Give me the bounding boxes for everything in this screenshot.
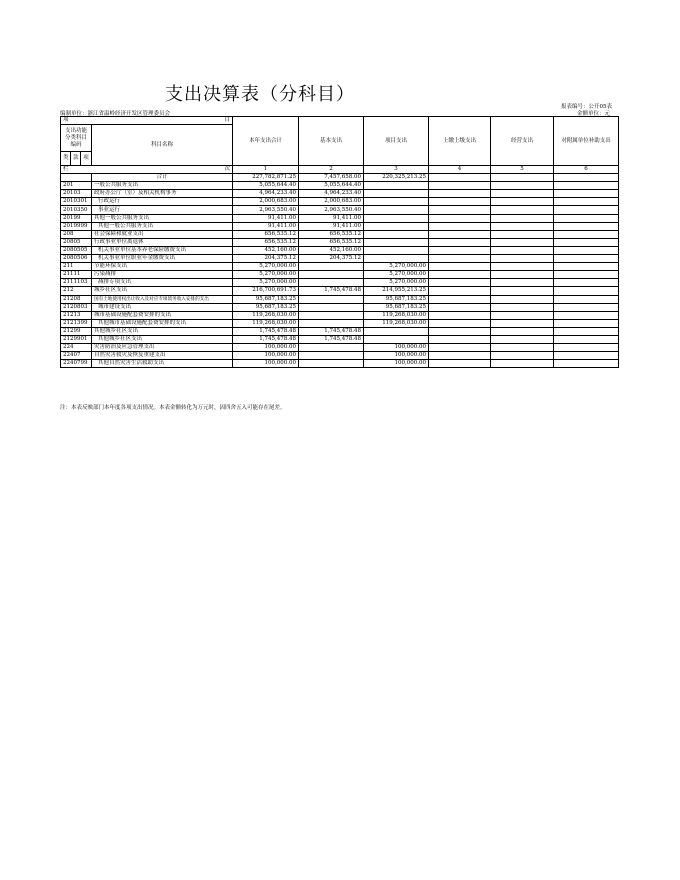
subsidy-expenditure [554, 198, 619, 206]
total-expenditure: 5,055,644.40 [233, 182, 299, 190]
subsidy-expenditure [554, 271, 619, 279]
total-expenditure: 100,000.00 [233, 352, 299, 360]
header-lanci-cell [61, 166, 233, 174]
upper-payment [429, 271, 491, 279]
header-lan: 栏 [63, 166, 69, 173]
total-expenditure: 452,160.00 [233, 246, 299, 254]
header-row-1 [61, 117, 619, 125]
subject-name: 灾害防治及应急管理支出 [92, 344, 233, 352]
project-expenditure: 220,325,213.25 [364, 174, 429, 182]
currency-unit: 金额单位：元 [577, 111, 611, 117]
business-expenditure [491, 222, 554, 230]
basic-expenditure: 7,457,658.00 [299, 174, 364, 182]
upper-payment [429, 279, 491, 287]
business-expenditure [491, 206, 554, 214]
report-title: 支出决算表（分科目） [165, 84, 355, 105]
subject-name: 城市建设支出 [92, 303, 233, 311]
basic-expenditure [299, 344, 364, 352]
table-row [61, 190, 619, 198]
basic-expenditure [299, 311, 364, 319]
table-row [61, 182, 619, 190]
header-ci: 次 [224, 166, 231, 173]
upper-payment [429, 238, 491, 246]
header-col-subsidy: 对附属单位补助支出 [554, 117, 619, 166]
table-row [61, 263, 619, 271]
subject-name: 其他城市基础设施配套费安排的支出 [92, 319, 233, 327]
table-row [61, 279, 619, 287]
subsidy-expenditure [554, 303, 619, 311]
subsidy-expenditure [554, 238, 619, 246]
project-expenditure [364, 335, 429, 343]
total-expenditure: 5,270,000.00 [233, 263, 299, 271]
basic-expenditure [299, 279, 364, 287]
header-name-label: 科目名称 [92, 125, 233, 166]
basic-expenditure [299, 303, 364, 311]
upper-payment [429, 344, 491, 352]
project-expenditure: 119,268,030.00 [364, 311, 429, 319]
project-expenditure [364, 255, 429, 263]
total-expenditure: 2,963,550.40 [233, 206, 299, 214]
basic-expenditure: 656,535.12 [299, 230, 364, 238]
upper-payment [429, 311, 491, 319]
subject-code: 21213 [61, 311, 92, 319]
total-expenditure: 656,535.12 [233, 230, 299, 238]
business-expenditure [491, 214, 554, 222]
basic-expenditure: 2,963,550.40 [299, 206, 364, 214]
subject-code: 2010350 [61, 206, 92, 214]
subject-code: 2080506 [61, 255, 92, 263]
upper-payment [429, 360, 491, 368]
upper-payment [429, 335, 491, 343]
business-expenditure [491, 327, 554, 335]
basic-expenditure [299, 352, 364, 360]
project-expenditure: 5,270,000.00 [364, 271, 429, 279]
upper-payment [429, 319, 491, 327]
upper-payment [429, 287, 491, 295]
subject-name: 合计 [92, 174, 233, 182]
subsidy-expenditure [554, 230, 619, 238]
project-expenditure: 100,000.00 [364, 344, 429, 352]
subject-code: 2019999 [61, 222, 92, 230]
table-row [61, 214, 619, 222]
header-row-4 [61, 166, 619, 174]
subsidy-expenditure [554, 182, 619, 190]
project-expenditure [364, 246, 429, 254]
basic-expenditure: 452,160.00 [299, 246, 364, 254]
basic-expenditure: 1,745,478.48 [299, 335, 364, 343]
table-row [61, 295, 619, 303]
upper-payment [429, 190, 491, 198]
subsidy-expenditure [554, 335, 619, 343]
upper-payment [429, 352, 491, 360]
total-expenditure: 227,782,871.25 [233, 174, 299, 182]
table-row [61, 230, 619, 238]
total-expenditure: 91,411.00 [233, 214, 299, 222]
header-col-upper: 上缴上级支出 [429, 117, 491, 166]
subject-name: 机关事业单位基本养老保险缴费支出 [92, 246, 233, 254]
subject-code: 211 [61, 263, 92, 271]
project-expenditure: 100,000.00 [364, 352, 429, 360]
subject-code: 22407 [61, 352, 92, 360]
upper-payment [429, 222, 491, 230]
subject-code: 21299 [61, 327, 92, 335]
header-col-total: 本年支出合计 [233, 117, 299, 166]
project-expenditure [364, 230, 429, 238]
table-row [61, 335, 619, 343]
subsidy-expenditure [554, 319, 619, 327]
total-expenditure: 1,745,478.48 [233, 335, 299, 343]
subsidy-expenditure [554, 263, 619, 271]
total-expenditure: 119,268,030.00 [233, 319, 299, 327]
subject-code: 20199 [61, 214, 92, 222]
business-expenditure [491, 360, 554, 368]
subsidy-expenditure [554, 279, 619, 287]
project-expenditure: 5,270,000.00 [364, 263, 429, 271]
subject-code: 2120803 [61, 303, 92, 311]
basic-expenditure: 204,375.12 [299, 255, 364, 263]
subject-name: 政府办公厅（室）及相关机构事务 [92, 190, 233, 198]
header-lei: 类 [61, 152, 71, 166]
business-expenditure [491, 344, 554, 352]
upper-payment [429, 295, 491, 303]
table-row [61, 238, 619, 246]
project-expenditure: 119,268,030.00 [364, 319, 429, 327]
upper-payment [429, 230, 491, 238]
subject-code: 224 [61, 344, 92, 352]
basic-expenditure [299, 319, 364, 327]
subsidy-expenditure [554, 287, 619, 295]
header-xiang2: 项 [81, 152, 92, 166]
subject-name: 减排专项支出 [92, 279, 233, 287]
subject-code: 201 [61, 182, 92, 190]
table-row [61, 327, 619, 335]
upper-payment [429, 214, 491, 222]
subject-code [61, 174, 92, 182]
form-number: 报表编号：公开05表 [561, 104, 612, 110]
business-expenditure [491, 303, 554, 311]
total-expenditure: 100,000.00 [233, 344, 299, 352]
subsidy-expenditure [554, 246, 619, 254]
table-row [61, 206, 619, 214]
subsidy-expenditure [554, 255, 619, 263]
project-expenditure: 95,687,183.25 [364, 295, 429, 303]
total-expenditure: 119,268,030.00 [233, 311, 299, 319]
subsidy-expenditure [554, 222, 619, 230]
total-expenditure: 95,687,183.25 [233, 303, 299, 311]
total-expenditure: 5,270,000.00 [233, 271, 299, 279]
business-expenditure [491, 279, 554, 287]
col-num-5: 5 [491, 166, 554, 174]
project-expenditure: 100,000.00 [364, 360, 429, 368]
header-kuan: 款 [71, 152, 81, 166]
col-num-2: 2 [299, 166, 364, 174]
subsidy-expenditure [554, 206, 619, 214]
subject-name: 事业运行 [92, 206, 233, 214]
subject-name: 其他城乡社区支出 [92, 327, 233, 335]
subject-name: 节能环保支出 [92, 263, 233, 271]
business-expenditure [491, 174, 554, 182]
subject-name: 行政运行 [92, 198, 233, 206]
subject-name: 自然灾害救灾及恢复重建支出 [92, 352, 233, 360]
subject-code: 2111103 [61, 279, 92, 287]
col-num-3: 3 [364, 166, 429, 174]
project-expenditure [364, 214, 429, 222]
subject-name: 机关事业单位职业年金缴费支出 [92, 255, 233, 263]
subject-name: 城市基础设施配套费安排的支出 [92, 311, 233, 319]
header-xiang: 项 [63, 117, 69, 123]
subsidy-expenditure [554, 352, 619, 360]
col-num-4: 4 [429, 166, 491, 174]
subject-name: 其他一般公共服务支出 [92, 222, 233, 230]
subject-code: 2129901 [61, 335, 92, 343]
footnote: 注：本表反映部门本年度各项支出情况。本表金额转化为万元时，因四舍五入可能存在尾差。 [60, 405, 286, 411]
header-col-basic: 基本支出 [299, 117, 364, 166]
subsidy-expenditure [554, 360, 619, 368]
subject-code: 212 [61, 287, 92, 295]
total-expenditure: 5,270,000.00 [233, 279, 299, 287]
total-expenditure: 91,411.00 [233, 222, 299, 230]
table-row [61, 303, 619, 311]
business-expenditure [491, 271, 554, 279]
expenditure-table [60, 116, 619, 368]
subject-name: 城乡社区支出 [92, 287, 233, 295]
subsidy-expenditure [554, 311, 619, 319]
upper-payment [429, 327, 491, 335]
total-row [61, 174, 619, 182]
business-expenditure [491, 238, 554, 246]
upper-payment [429, 182, 491, 190]
header-col-business: 经营支出 [491, 117, 554, 166]
basic-expenditure [299, 271, 364, 279]
subject-name: 其他一般公共服务支出 [92, 214, 233, 222]
project-expenditure [364, 182, 429, 190]
basic-expenditure: 656,535.12 [299, 238, 364, 246]
subject-name: 国有土地使用权出让收入及对应专项债务收入安排的支出 [92, 295, 233, 303]
subject-name: 一般公共服务支出 [92, 182, 233, 190]
business-expenditure [491, 311, 554, 319]
subject-name: 污染减排 [92, 271, 233, 279]
basic-expenditure: 91,411.00 [299, 222, 364, 230]
header-item-cell [61, 117, 233, 125]
table-row [61, 222, 619, 230]
col-num-1: 1 [233, 166, 299, 174]
subject-code: 208 [61, 230, 92, 238]
subsidy-expenditure [554, 190, 619, 198]
table-row [61, 319, 619, 327]
total-expenditure: 95,687,183.25 [233, 295, 299, 303]
basic-expenditure: 91,411.00 [299, 214, 364, 222]
total-expenditure: 204,375.12 [233, 255, 299, 263]
table-row [61, 255, 619, 263]
project-expenditure [364, 206, 429, 214]
header-col-project: 项目支出 [364, 117, 429, 166]
header-mu: 目 [224, 117, 231, 123]
business-expenditure [491, 246, 554, 254]
subject-code: 21208 [61, 295, 92, 303]
upper-payment [429, 246, 491, 254]
subsidy-expenditure [554, 214, 619, 222]
business-expenditure [491, 335, 554, 343]
project-expenditure [364, 222, 429, 230]
subject-name: 其他自然灾害生活救助支出 [92, 360, 233, 368]
project-expenditure [364, 190, 429, 198]
subject-code: 20805 [61, 238, 92, 246]
project-expenditure: 95,687,183.25 [364, 303, 429, 311]
subject-code: 20103 [61, 190, 92, 198]
basic-expenditure [299, 263, 364, 271]
table-row [61, 198, 619, 206]
total-expenditure: 2,000,683.00 [233, 198, 299, 206]
subject-code: 2240799 [61, 360, 92, 368]
business-expenditure [491, 287, 554, 295]
total-expenditure: 656,535.12 [233, 238, 299, 246]
header-code-label: 支出功能分类科目编码 [61, 125, 92, 152]
business-expenditure [491, 352, 554, 360]
table-row [61, 311, 619, 319]
subject-code: 2010301 [61, 198, 92, 206]
total-expenditure: 216,700,691.73 [233, 287, 299, 295]
business-expenditure [491, 182, 554, 190]
subsidy-expenditure [554, 344, 619, 352]
basic-expenditure: 1,745,478.48 [299, 327, 364, 335]
business-expenditure [491, 255, 554, 263]
subsidy-expenditure [554, 327, 619, 335]
business-expenditure [491, 230, 554, 238]
project-expenditure [364, 198, 429, 206]
project-expenditure: 214,955,213.25 [364, 287, 429, 295]
subsidy-expenditure [554, 174, 619, 182]
table-row [61, 271, 619, 279]
upper-payment [429, 174, 491, 182]
col-num-6: 6 [554, 166, 619, 174]
table-row [61, 360, 619, 368]
basic-expenditure: 4,964,233.40 [299, 190, 364, 198]
basic-expenditure: 1,745,478.48 [299, 287, 364, 295]
project-expenditure: 5,270,000.00 [364, 279, 429, 287]
basic-expenditure [299, 360, 364, 368]
subject-name: 行政事业单位离退休 [92, 238, 233, 246]
project-expenditure [364, 238, 429, 246]
business-expenditure [491, 263, 554, 271]
subject-code: 2080505 [61, 246, 92, 254]
total-expenditure: 100,000.00 [233, 360, 299, 368]
subject-code: 21111 [61, 271, 92, 279]
table-row [61, 246, 619, 254]
table-row [61, 287, 619, 295]
business-expenditure [491, 295, 554, 303]
total-expenditure: 4,964,233.40 [233, 190, 299, 198]
basic-expenditure: 5,055,644.40 [299, 182, 364, 190]
upper-payment [429, 206, 491, 214]
upper-payment [429, 263, 491, 271]
upper-payment [429, 303, 491, 311]
subject-name: 其他城乡社区支出 [92, 335, 233, 343]
subject-name: 社会保障和就业支出 [92, 230, 233, 238]
business-expenditure [491, 190, 554, 198]
total-expenditure: 1,745,478.48 [233, 327, 299, 335]
upper-payment [429, 255, 491, 263]
table-row [61, 352, 619, 360]
upper-payment [429, 198, 491, 206]
subsidy-expenditure [554, 295, 619, 303]
project-expenditure [364, 327, 429, 335]
subject-code: 2121399 [61, 319, 92, 327]
basic-expenditure [299, 295, 364, 303]
table-row [61, 344, 619, 352]
basic-expenditure: 2,000,683.00 [299, 198, 364, 206]
compiling-unit: 编制单位：浙江省温岭经济开发区管理委员会 [60, 111, 171, 117]
business-expenditure [491, 319, 554, 327]
business-expenditure [491, 198, 554, 206]
